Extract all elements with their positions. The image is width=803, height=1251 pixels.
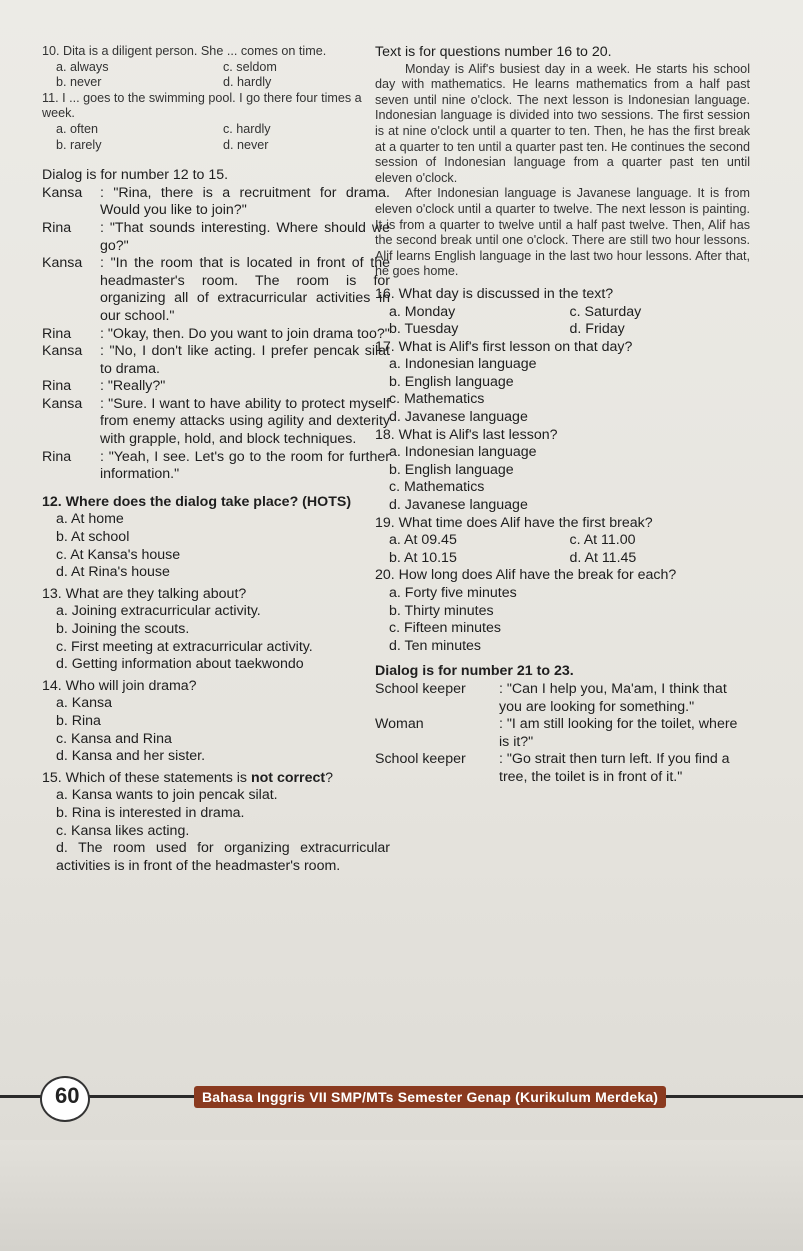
book-title: Bahasa Inggris VII SMP/MTs Semester Genap (Kurikulum Merdeka) — [194, 1086, 666, 1108]
question-16-options — [389, 304, 750, 339]
dialog-12 — [42, 185, 390, 484]
dialog-speaker: Rina — [42, 325, 72, 342]
question-10 — [42, 44, 390, 91]
option: c. Kansa likes acting. — [56, 822, 190, 839]
question-13 — [42, 586, 390, 674]
question-12 — [42, 494, 390, 582]
option: b. Joining the scouts. — [56, 621, 190, 637]
option: a. At home — [56, 511, 124, 528]
option: c. At Kansa's house — [56, 546, 181, 563]
text-heading: Text is for questions number 16 to 20. — [375, 44, 612, 60]
dialog-speaker: Kansa — [42, 184, 83, 201]
dialog-21 — [375, 681, 750, 787]
question-12-options — [42, 511, 390, 581]
option: d. Javanese language — [389, 497, 528, 514]
question-14-options — [42, 695, 390, 765]
question-13-text: 13. What are they talking about? — [42, 585, 247, 602]
option: d. hardly — [223, 75, 272, 90]
dialog-line: : "That sounds interesting. Where should we go?" — [100, 219, 390, 254]
dialog-line: : "In the room that is located in front of the headmaster's room. The room is for organizing all of extracurricular activities in our school." — [100, 255, 390, 324]
dialog-speaker: Rina — [42, 448, 72, 465]
option: c. seldom — [223, 59, 277, 74]
option: b. rarely — [56, 137, 102, 152]
question-13-options — [42, 603, 390, 673]
option: d. Friday — [569, 321, 625, 338]
dialog-speaker: School keeper — [375, 680, 466, 697]
question-14-text: 14. Who will join drama? — [42, 677, 197, 694]
dialog-line: : "Yeah, I see. Let's go to the room for further information." — [100, 448, 390, 483]
question-18 — [375, 427, 750, 515]
option: b. Rina — [56, 712, 101, 729]
dialog-speaker: Rina — [42, 378, 72, 395]
question-11-options — [56, 122, 390, 153]
question-17-text: 17. What is Alif's first lesson on that day? — [375, 338, 633, 355]
option: b. Rina is interested in drama. — [56, 804, 245, 821]
option: c. Fifteen minutes — [389, 620, 501, 637]
dialog-line: : "I am still looking for the toilet, where is it?" — [499, 716, 738, 750]
dialog-line: : "Sure. I want to have ability to protect myself from enemy attacks using agility and dexterity with grapple, hold, and block techniques. — [100, 395, 390, 448]
question-10-text: 10. Dita is a diligent person. She ... comes on time. — [42, 44, 327, 58]
option: a. Kansa — [56, 695, 113, 712]
question-17-options — [375, 356, 750, 426]
option: d. Kansa and her sister. — [56, 748, 206, 765]
question-12-text: 12. Where does the dialog take place? (HOTS) — [42, 493, 352, 510]
option: a. Kansa wants to join pencak silat. — [56, 787, 278, 804]
option: c. Saturday — [569, 303, 642, 320]
question-18-text: 18. What is Alif's last lesson? — [375, 426, 558, 443]
option: c. Mathematics — [389, 391, 485, 408]
option: b. never — [56, 75, 102, 90]
question-19 — [375, 515, 750, 568]
page-shadow — [0, 1140, 803, 1251]
passage-paragraph-1: Monday is Alif's busiest day in a week. He starts his school day with mathematics. He learns mathematics from a half past seven until nine o'clock. The next lesson is Indonesian language. Indonesian language is divided into two sessions. The first session is at nine o'clock until a quarter to ten. Then, he has the first break at a quarter to ten until a quarter past ten. He continues the second session of Indonesian language from a quarter past ten until eleven o'clock. — [375, 61, 750, 185]
dialog-speaker: Kansa — [42, 255, 83, 272]
option: d. The room used for organizing extracurricular activities is in front of the headmaster's room. — [56, 840, 390, 874]
question-19-options — [389, 532, 750, 567]
option: b. English language — [389, 461, 514, 478]
question-10-options — [56, 60, 390, 91]
question-11-text: 11. I ... goes to the swimming pool. I go there four times a week. — [42, 90, 362, 121]
dialog-line: : "No, I don't like acting. I prefer pencak silat to drama. — [100, 343, 390, 377]
left-column — [42, 44, 390, 875]
question-16-text: 16. What day is discussed in the text? — [375, 285, 614, 302]
option: c. Mathematics — [389, 479, 485, 496]
option: d. Javanese language — [389, 409, 528, 426]
option: a. At 09.45 — [389, 532, 457, 549]
dialog-speaker: Kansa — [42, 343, 83, 360]
question-15-text: 15. Which of these statements is not correct? — [42, 769, 333, 786]
option: d. At Rina's house — [56, 564, 170, 581]
question-20-text: 20. How long does Alif have the break for each? — [375, 567, 677, 584]
dialog-speaker: School keeper — [375, 751, 466, 768]
question-19-text: 19. What time does Alif have the first break? — [375, 514, 653, 531]
dialog-line: : "Really?" — [100, 378, 166, 395]
passage-paragraph-2: After Indonesian language is Javanese language. It is from eleven o'clock until a quarter to twelve. The next lesson is painting. It is from a quarter to twelve until a half past twelve. Then, Alif has the second break until one o'clock. There are still two hour lessons. Alif learns English language in the last two hour lessons. After that, he goes home. — [375, 186, 750, 279]
option: a. always — [56, 59, 109, 74]
question-18-options — [375, 444, 750, 514]
option: b. At school — [56, 529, 130, 546]
question-16 — [375, 286, 750, 339]
dialog-speaker: Woman — [375, 716, 424, 733]
dialog-speaker: Kansa — [42, 395, 83, 412]
option: d. Getting information about taekwondo — [56, 656, 304, 673]
question-11 — [42, 91, 390, 153]
dialog-12-heading: Dialog is for number 12 to 15. — [42, 167, 229, 184]
option: d. Ten minutes — [389, 637, 482, 654]
option: c. Kansa and Rina — [56, 730, 172, 747]
question-20 — [375, 567, 750, 655]
option: a. Forty five minutes — [389, 585, 517, 601]
dialog-line: : "Go strait then turn left. If you find a tree, the toilet is in front of it." — [499, 751, 730, 785]
option: a. Indonesian language — [389, 444, 537, 461]
right-column — [375, 44, 750, 787]
question-14 — [42, 678, 390, 766]
option: c. At 11.00 — [569, 532, 636, 549]
option: a. often — [56, 121, 99, 136]
question-15 — [42, 770, 390, 876]
option: a. Indonesian language — [389, 356, 537, 373]
option: b. English language — [389, 373, 514, 390]
question-20-options — [375, 585, 750, 655]
option: d. At 11.45 — [569, 549, 637, 566]
option: c. hardly — [223, 121, 271, 136]
option: c. First meeting at extracurricular activity. — [56, 638, 313, 655]
dialog-line: : "Okay, then. Do you want to join drama too?" — [100, 325, 390, 342]
dialog-speaker: Rina — [42, 219, 72, 236]
question-17 — [375, 339, 750, 427]
option: b. Thirty minutes — [389, 602, 494, 619]
dialog-21-heading: Dialog is for number 21 to 23. — [375, 663, 574, 680]
question-15-options — [42, 787, 390, 875]
dialog-line: : "Rina, there is a recruitment for drama. Would you like to join?" — [100, 184, 390, 219]
dialog-line: : "Can I help you, Ma'am, I think that you are looking for something." — [499, 680, 727, 715]
page-number: 60 — [55, 1083, 80, 1108]
option: d. never — [223, 137, 269, 152]
option: b. Tuesday — [389, 321, 459, 338]
option: b. At 10.15 — [389, 549, 457, 566]
option: a. Monday — [389, 303, 456, 320]
option: a. Joining extracurricular activity. — [56, 603, 261, 620]
